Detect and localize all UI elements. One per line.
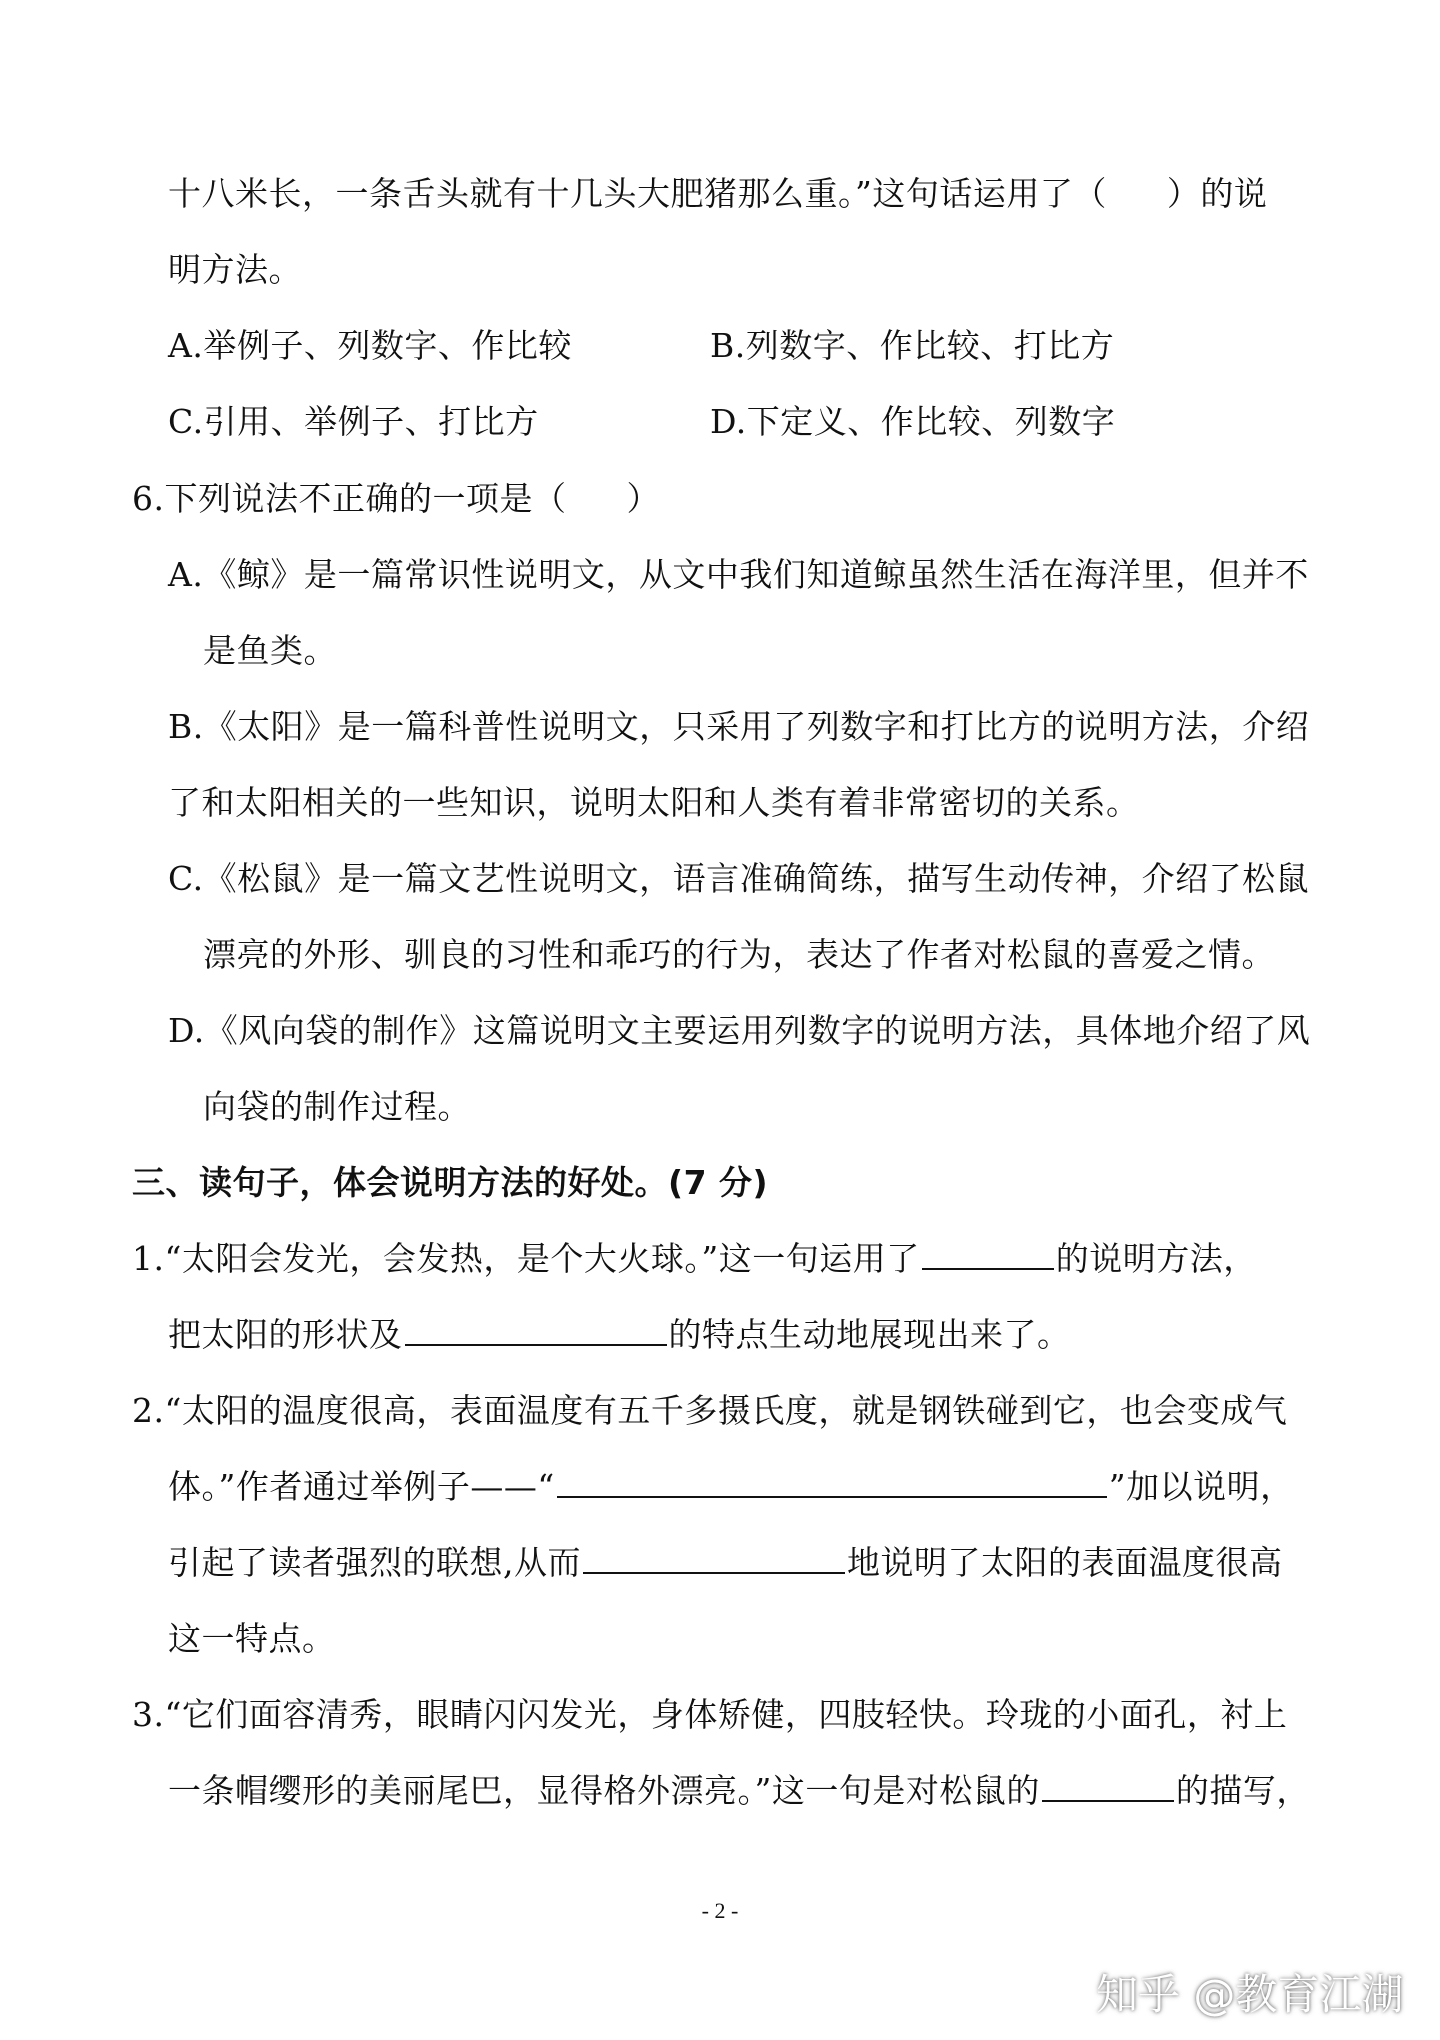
- q6-option-a-line2: 是鱼类。: [203, 631, 337, 670]
- s3-q2-line-1: 2.“太阳的温度很高，表面温度有五千多摄氏度，就是钢铁碰到它，也会变成气: [132, 1391, 1288, 1430]
- q6-option-a-line1[interactable]: A.《鲸》是一篇常识性说明文，从文中我们知道鲸虽然生活在海洋里，但并不: [168, 555, 1309, 594]
- q5-line-2: 明方法。: [168, 250, 302, 289]
- s3-q2-line-2: [168, 1465, 1294, 1509]
- s3-q3-text-a: 一条帽缨形的美丽尾巴，显得格外漂亮。”这一句是对松鼠的: [168, 1771, 1040, 1810]
- s3-q1-line-2: [168, 1313, 1071, 1357]
- q5-option-a[interactable]: A.举例子、列数字、作比较: [168, 326, 572, 365]
- watermark: 知乎 @教育江湖: [1096, 1970, 1404, 2019]
- q5-text-a: 十八米长，一条舌头就有十几头大肥猪那么重。”这句话运用了（: [168, 174, 1107, 213]
- q6-option-b-line2: 了和太阳相关的一些知识，说明太阳和人类有着非常密切的关系。: [168, 783, 1140, 822]
- s3-q2-line-4: 这一特点。: [168, 1619, 336, 1658]
- s3-q3-line-1: 3.“它们面容清秀，眼睛闪闪发光，身体矫健，四肢轻快。玲珑的小面孔，衬上: [132, 1695, 1288, 1734]
- q6-stem-close: ）: [626, 479, 660, 518]
- q5-text-b: ）的说: [1166, 174, 1268, 213]
- q6-option-b-line1[interactable]: B.《太阳》是一篇科普性说明文，只采用了列数字和打比方的说明方法，介绍: [168, 707, 1310, 746]
- q5-option-c[interactable]: C.引用、举例子、打比方: [168, 402, 539, 441]
- q5-line-1: [168, 172, 1267, 216]
- s3-q2-line-3: [168, 1541, 1283, 1585]
- s3-q3-text-b: 的描写，: [1175, 1771, 1310, 1810]
- q6-option-c-line2: 漂亮的外形、驯良的习性和乖巧的行为，表达了作者对松鼠的喜爱之情。: [203, 935, 1275, 974]
- fill-blank[interactable]: [922, 1238, 1054, 1270]
- q6-stem: [132, 477, 660, 521]
- fill-blank[interactable]: [1042, 1770, 1174, 1802]
- q5-option-b[interactable]: B.列数字、作比较、打比方: [710, 326, 1115, 365]
- s3-q1-text-c: 把太阳的形状及: [168, 1315, 403, 1354]
- s3-q2-text-a: 体。”作者通过举例子——“: [168, 1467, 555, 1506]
- s3-q2-text-b: ”加以说明，: [1108, 1467, 1294, 1506]
- section-3-heading: 三、读句子，体会说明方法的好处。(7 分): [132, 1163, 769, 1202]
- s3-q2-text-d: 地说明了太阳的表面温度很高: [847, 1543, 1283, 1582]
- page-number: - 2 -: [701, 1898, 739, 1923]
- q6-option-d-line2: 向袋的制作过程。: [203, 1087, 471, 1126]
- fill-blank[interactable]: [405, 1314, 667, 1346]
- fill-blank[interactable]: [557, 1466, 1107, 1498]
- s3-q1-text-b: 的说明方法，: [1055, 1239, 1257, 1278]
- s3-q1-text-a: 1.“太阳会发光，会发热，是个大火球。”这一句运用了: [132, 1239, 920, 1278]
- q6-option-c-line1[interactable]: C.《松鼠》是一篇文艺性说明文，语言准确简练，描写生动传神，介绍了松鼠: [168, 859, 1310, 898]
- s3-q2-text-c: 引起了读者强烈的联想,从而: [168, 1543, 581, 1582]
- s3-q3-line-2: [168, 1769, 1310, 1813]
- fill-blank[interactable]: [583, 1542, 845, 1574]
- q6-stem-text: 6.下列说法不正确的一项是（: [132, 479, 567, 518]
- s3-q1-text-d: 的特点生动地展现出来了。: [668, 1315, 1071, 1354]
- q6-option-d-line1[interactable]: D.《风向袋的制作》这篇说明文主要运用列数字的说明方法，具体地介绍了风: [168, 1011, 1311, 1050]
- s3-q1-line-1: [132, 1237, 1257, 1281]
- q5-option-d[interactable]: D.下定义、作比较、列数字: [710, 402, 1116, 441]
